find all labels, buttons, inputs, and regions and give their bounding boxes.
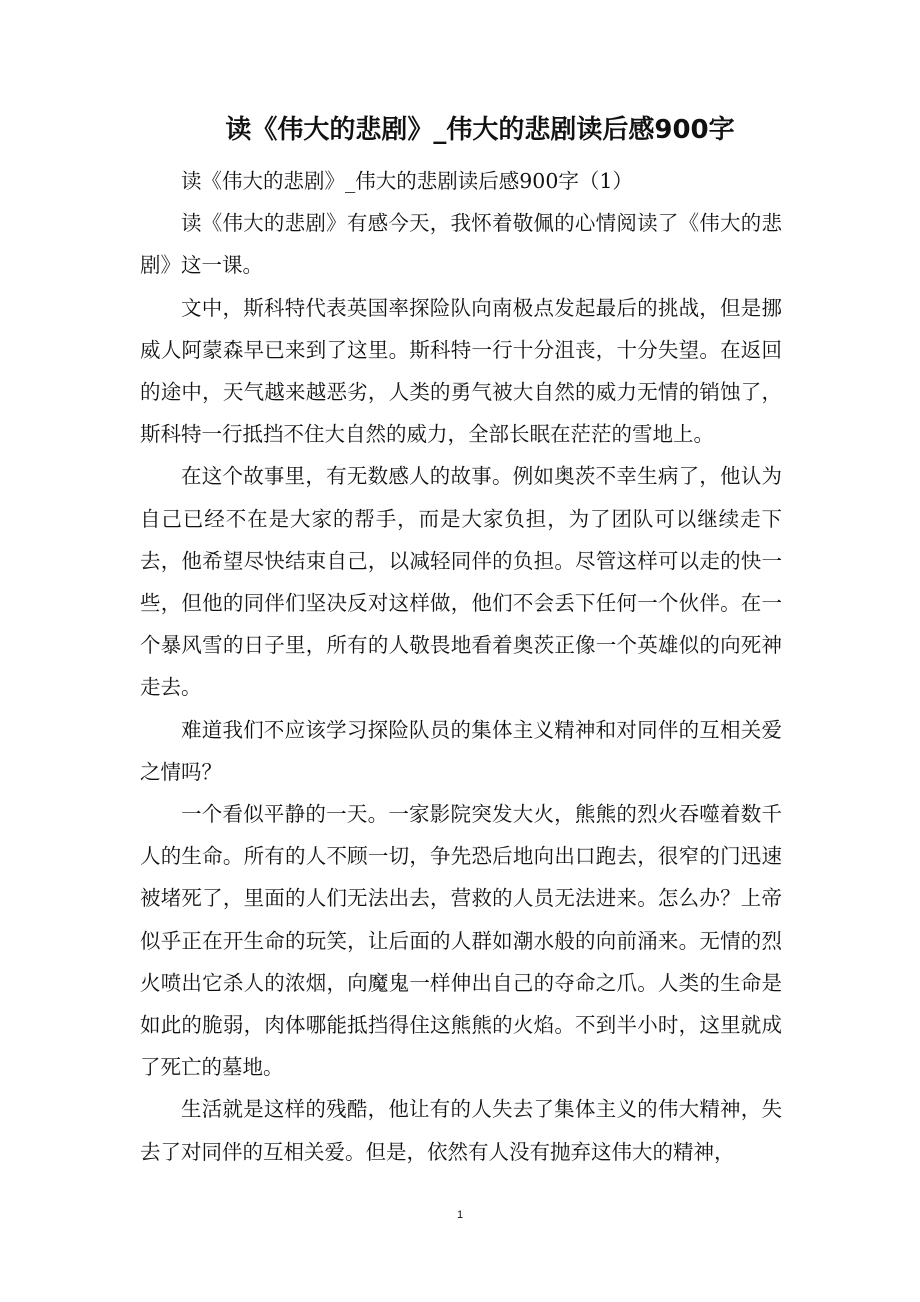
paragraph: 在这个故事里，有无数感人的故事。例如奥茨不幸生病了，他认为自己已经不在是大家的帮手，而是大家负担，为了团队可以继续走下去，他希望尽快结束自己，以减轻同伴的负担。尽管这样可以走的快一些，但他的同伴们坚决反对这样做，他们不会丢下任何一个伙伴。在一个暴风雪的日子里，所有的人敬畏地看着奥茨正像一个英雄似的向死神走去。 bbox=[140, 464, 782, 700]
paragraph-subtitle: 读《伟大的悲剧》_伟大的悲剧读后感900字（1） bbox=[181, 169, 633, 193]
document-title: 读《伟大的悲剧》_伟大的悲剧读后感900字 bbox=[225, 115, 735, 145]
paragraph: 文中，斯科特代表英国率探险队向南极点发起最后的挑战，但是挪威人阿蒙森早已来到了这里。斯科特一行十分沮丧，十分失望。在返回的途中，天气越来越恶劣，人类的勇气被大自然的威力无情的销蚀了，斯科特一行抵挡不住大自然的威力，全部长眠在茫茫的雪地上。 bbox=[140, 295, 782, 447]
paragraph: 难道我们不应该学习探险队员的集体主义精神和对同伴的互相关爱之情吗？ bbox=[140, 717, 782, 784]
paragraph: 读《伟大的悲剧》有感今天，我怀着敬佩的心情阅读了《伟大的悲剧》这一课。 bbox=[140, 211, 782, 278]
page-number: 1 bbox=[456, 1209, 464, 1221]
paragraph: 一个看似平静的一天。一家影院突发大火，熊熊的烈火吞噬着数千人的生命。所有的人不顾一切，争先恐后地向出口跑去，很窄的门迅速被堵死了，里面的人们无法出去，营救的人员无法进来。怎么办？上帝似乎正在开生命的玩笑，让后面的人群如潮水般的向前涌来。无情的烈火喷出它杀人的浓烟，向魔鬼一样伸出自己的夺命之爪。人类的生命是如此的脆弱，肉体哪能抵挡得住这熊熊的火焰。不到半小时，这里就成了死亡的墓地。 bbox=[140, 802, 782, 1080]
document-body bbox=[140, 160, 782, 1173]
paragraph: 生活就是这样的残酷，他让有的人失去了集体主义的伟大精神，失去了对同伴的互相关爱。但是，依然有人没有抛弃这伟大的精神， bbox=[140, 1097, 782, 1164]
